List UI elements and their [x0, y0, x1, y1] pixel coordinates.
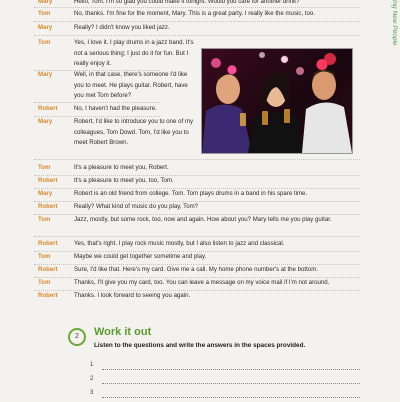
- dialogue-text: Well, in that case, there's someone I'd like you to meet. He plays guitar. Robert, have you met Tom before?: [74, 71, 188, 100]
- writing-line: [102, 383, 360, 384]
- answer-number: 2: [90, 376, 94, 382]
- dialogue-text: Hello, Tom. I'm so glad you could make it tonight. Would you care for another drink?: [74, 0, 300, 5]
- speaker-name: Tom: [38, 39, 51, 46]
- answer-line[interactable]: [90, 390, 360, 402]
- row-divider: [34, 35, 360, 36]
- speaker-name: Robert: [38, 266, 58, 273]
- dialogue-text: Yes, I love it. I play drums in a jazz band. It's not a serious thing; I just do it for fun. But I really enjoy it.: [74, 39, 194, 68]
- row-divider: [34, 102, 160, 103]
- speaker-name: Robert: [38, 105, 58, 112]
- dialogue-text: It's a pleasure to meet you, Robert.: [74, 164, 169, 171]
- dialogue-text: Robert is an old friend from college. Tom. Tom plays drums in a band in his spare time.: [74, 190, 308, 197]
- row-divider: [34, 236, 360, 237]
- dialogue-row: [0, 163, 360, 176]
- writing-line: [102, 369, 360, 370]
- dialogue-text: Maybe we could get together sometime and play.: [74, 253, 207, 260]
- party-people-illustration: [202, 49, 352, 153]
- section-instruction: Listen to the questions and write the answers in the spaces provided.: [94, 342, 306, 349]
- dialogue-text: Really? What kind of music do you play, Tom?: [74, 203, 199, 210]
- dialogue-text: No, thanks. I'm fine for the moment, Mary. This is a great party. I really like the music, too.: [74, 10, 315, 17]
- speaker-name: Mary: [38, 118, 53, 125]
- row-divider: [34, 7, 360, 8]
- dialogue-text: Sure, I'd like that. Here's my card. Give me a call. My home phone number's at the bottom.: [74, 266, 318, 273]
- dialogue-text: Yes, that's right. I play rock music mostly, but I also listen to jazz and classical.: [74, 240, 285, 247]
- answer-number: 1: [90, 362, 94, 368]
- speaker-name: Tom: [38, 10, 51, 17]
- answer-number: 3: [90, 390, 94, 396]
- dialogue-text: Thanks, I'll give you my card, too. You can leave a message on my voice mail if I'm not around.: [74, 279, 330, 286]
- dialogue-row: [0, 215, 360, 237]
- speaker-name: Robert: [38, 203, 58, 210]
- speaker-name: Tom: [38, 279, 51, 286]
- dialogue-text: Really? I didn't know you liked jazz.: [74, 24, 170, 31]
- speaker-name: Mary: [38, 190, 53, 197]
- dialogue-text: No, I haven't had the pleasure.: [74, 105, 157, 112]
- dialogue-row: [0, 239, 360, 252]
- party-photo: [201, 48, 353, 154]
- speaker-name: Robert: [38, 292, 58, 299]
- dialogue-text: Robert, I'd like to introduce you to one of my colleagues, Tom Dowd. Tom, I'd like you to meet Robert Brown.: [74, 118, 194, 147]
- exercise-number-icon: 2: [68, 328, 86, 346]
- dialogue-text: Thanks. I look forward to seeing you again.: [74, 292, 191, 299]
- dialogue-row: [0, 23, 360, 36]
- dialogue-row: [0, 0, 360, 8]
- dialogue-row: [0, 291, 360, 304]
- speaker-name: Robert: [38, 177, 58, 184]
- speaker-name: Mary: [38, 71, 53, 78]
- dialogue-text: It's a pleasure to meet you, too, Tom.: [74, 177, 174, 184]
- answer-line[interactable]: [90, 376, 360, 388]
- dialogue-row: [0, 189, 360, 202]
- section-title: Work it out: [94, 326, 152, 338]
- speaker-name: Tom: [38, 164, 51, 171]
- writing-line: [102, 397, 360, 398]
- dialogue-row: [0, 252, 360, 265]
- dialogue-row: [0, 278, 360, 291]
- row-divider: [34, 159, 360, 160]
- dialogue-row: [0, 265, 360, 278]
- speaker-name: Mary: [38, 24, 53, 31]
- speaker-name: Mary: [38, 0, 53, 5]
- speaker-name: Robert: [38, 240, 58, 247]
- dialogue-text: Jazz, mostly, but some rock, too, now and again. How about you? Mary tells me you play guitar.: [74, 216, 332, 223]
- dialogue-row: [0, 9, 360, 22]
- chapter-side-label: ing New People: [391, 0, 398, 46]
- answer-line[interactable]: [90, 362, 360, 374]
- row-divider: [34, 21, 360, 22]
- dialogue-row: [0, 176, 360, 189]
- speaker-name: Tom: [38, 216, 51, 223]
- speaker-name: Tom: [38, 253, 51, 260]
- dialogue-row: [0, 202, 360, 215]
